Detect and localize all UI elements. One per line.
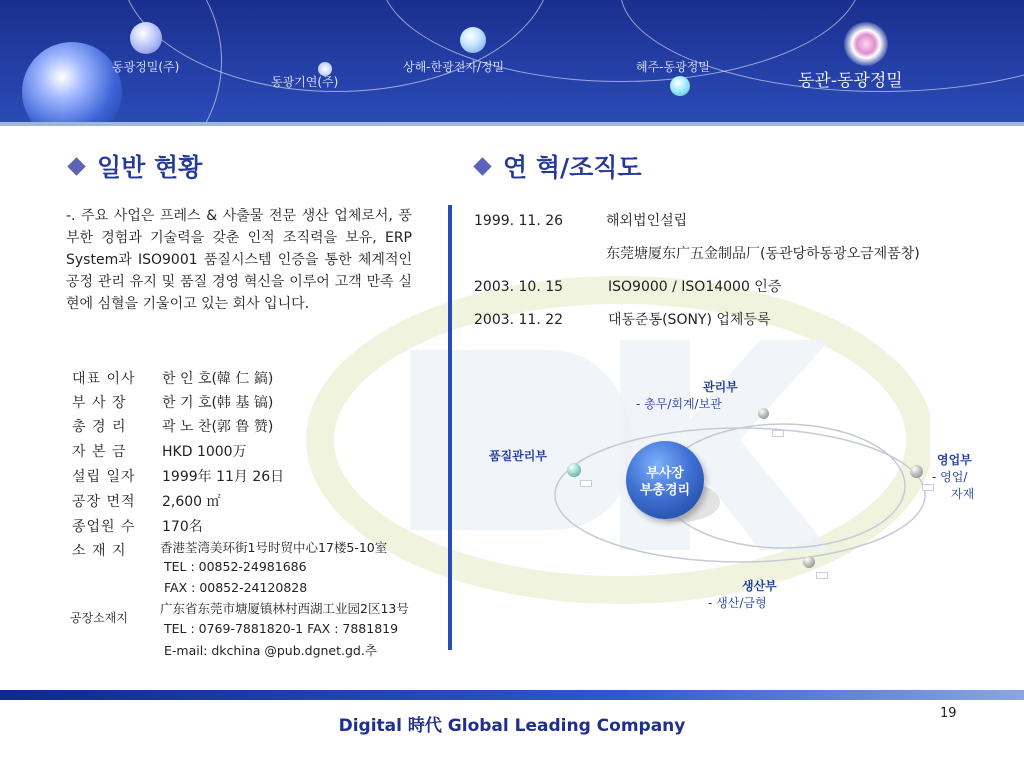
info-label: 종업원 수 (72, 519, 136, 535)
history-date: 2003. 11. 22 (474, 312, 564, 328)
info-value: 2,600 ㎡ (162, 494, 221, 510)
info-row-founded (72, 466, 284, 486)
planet-active (844, 22, 888, 66)
nav-item-donggwang-giyeon[interactable]: 동광기연(주) (271, 75, 339, 89)
banner-underline (0, 122, 1024, 126)
section-title-text: 연 혁/조직도 (503, 153, 642, 182)
section-title-text: 일반 현황 (97, 153, 203, 182)
org-center-title: 부사장 (646, 466, 684, 481)
info-row-ceo (72, 368, 273, 388)
info-value: HKD 1000万 (162, 444, 247, 460)
org-chart-orbits (540, 400, 960, 600)
info-label: 부 사 장 (72, 395, 127, 411)
org-sales-title: 영업부 (937, 453, 972, 467)
history-date: 1999. 11. 26 (474, 213, 564, 229)
history-date: 2003. 10. 15 (474, 279, 564, 295)
history-row: 东莞塘厦东广五金制品厂(동관당하동광오금제품창) (606, 246, 920, 262)
address-fax: FAX : 00852-24120828 (164, 580, 308, 595)
page-number: 19 (940, 706, 957, 721)
planet-small (130, 22, 162, 54)
column-divider (448, 205, 452, 650)
org-admin-title: 관리부 (703, 380, 738, 394)
history-text: 해외법인설립 (606, 213, 688, 229)
info-row-vice-president (72, 392, 273, 412)
org-prod-title: 생산부 (742, 579, 777, 593)
org-node-admin (758, 408, 769, 419)
org-prod-sub: - 생산/금형 (708, 596, 767, 610)
org-center-subtitle: 부총경리 (639, 483, 691, 498)
company-intro-paragraph: -. 주요 사업은 프레스 & 사출물 전문 생산 업체로서, 풍부한 경험과 기술력을 갖춘 인적 조직력을 보유, ERP System과 ISO9001 품질시스템 인증을 통한 체계적인 공정 관리 유지 및 품질 경영 혁신을 이루어 고객 만족 실현에 심혈을 기울이고 있는 회사 입니다. (66, 208, 412, 312)
address-line: 香港荃湾美环街1号时贸中心17楼5-10室 (160, 540, 388, 555)
org-tag (772, 430, 784, 437)
info-label: 설립 일자 (72, 469, 136, 485)
header-banner (0, 0, 1024, 122)
org-tag (922, 484, 934, 491)
history-row (474, 210, 687, 230)
info-label: 소 재 지 (72, 543, 127, 559)
history-text: 대동준통(SONY) 업체등록 (608, 312, 771, 328)
nav-item-donggwang-precision[interactable]: 동광정밀(주) (112, 60, 180, 74)
address-tel: TEL : 00852-24981686 (164, 559, 307, 574)
info-row-factory-area (72, 491, 221, 511)
org-node-sales (910, 465, 923, 478)
org-admin-sub: - 총무/회계/보관 (636, 397, 722, 411)
org-sales-sub: - 영업/ (932, 470, 968, 484)
diamond-bullet-icon (473, 157, 491, 175)
history-row (474, 276, 781, 296)
nav-item-huizhou[interactable]: 혜주-동광정밀 (636, 60, 710, 74)
factory-email: E-mail: dkchina @pub.dgnet.gd.추 (164, 643, 377, 658)
planet-small (670, 76, 690, 96)
org-node-production (803, 556, 815, 568)
factory-tel-fax: TEL : 0769-7881820-1 FAX : 7881819 (164, 621, 399, 636)
info-value: 1999年 11月 26日 (162, 469, 285, 485)
info-row-capital (72, 441, 247, 461)
history-text: ISO9000 / ISO14000 인증 (608, 279, 782, 295)
info-label: 총 경 리 (72, 419, 127, 435)
info-value: 한 기 호(韩 基 镐) (162, 395, 274, 411)
info-row-employees (72, 516, 203, 536)
info-row-general-manager (72, 416, 273, 436)
section-title-general (70, 148, 202, 184)
planet-small (460, 27, 486, 53)
nav-item-shanghai[interactable]: 상해-한광전자/정밀 (403, 60, 505, 74)
org-tag (816, 572, 828, 579)
info-label: 공장 면적 (72, 494, 136, 510)
org-node-quality (567, 463, 581, 477)
info-value: 170名 (162, 519, 203, 535)
factory-address: 广东省东莞市塘厦镇林村西湖工业园2区13号 (160, 601, 409, 616)
org-sales-sub: 자재 (951, 487, 975, 501)
footer-bar (0, 690, 1024, 700)
info-label: 자 본 금 (72, 444, 127, 460)
diamond-bullet-icon (67, 157, 85, 175)
info-label: 대표 이사 (72, 371, 136, 387)
org-tag (580, 480, 592, 487)
info-value: 한 인 호(韓 仁 鎬) (162, 371, 274, 387)
info-row-address-label (72, 540, 162, 560)
factory-label: 공장소재지 (70, 611, 128, 625)
info-value: 곽 노 찬(郭 鲁 赞) (162, 419, 274, 435)
org-quality-title: 품질관리부 (489, 449, 547, 463)
footer-slogan: Digital 時代 Global Leading Company (338, 716, 686, 736)
section-title-history (476, 148, 642, 184)
nav-item-dongguan-active[interactable]: 동관-동광정밀 (798, 71, 903, 91)
history-row (474, 309, 771, 329)
